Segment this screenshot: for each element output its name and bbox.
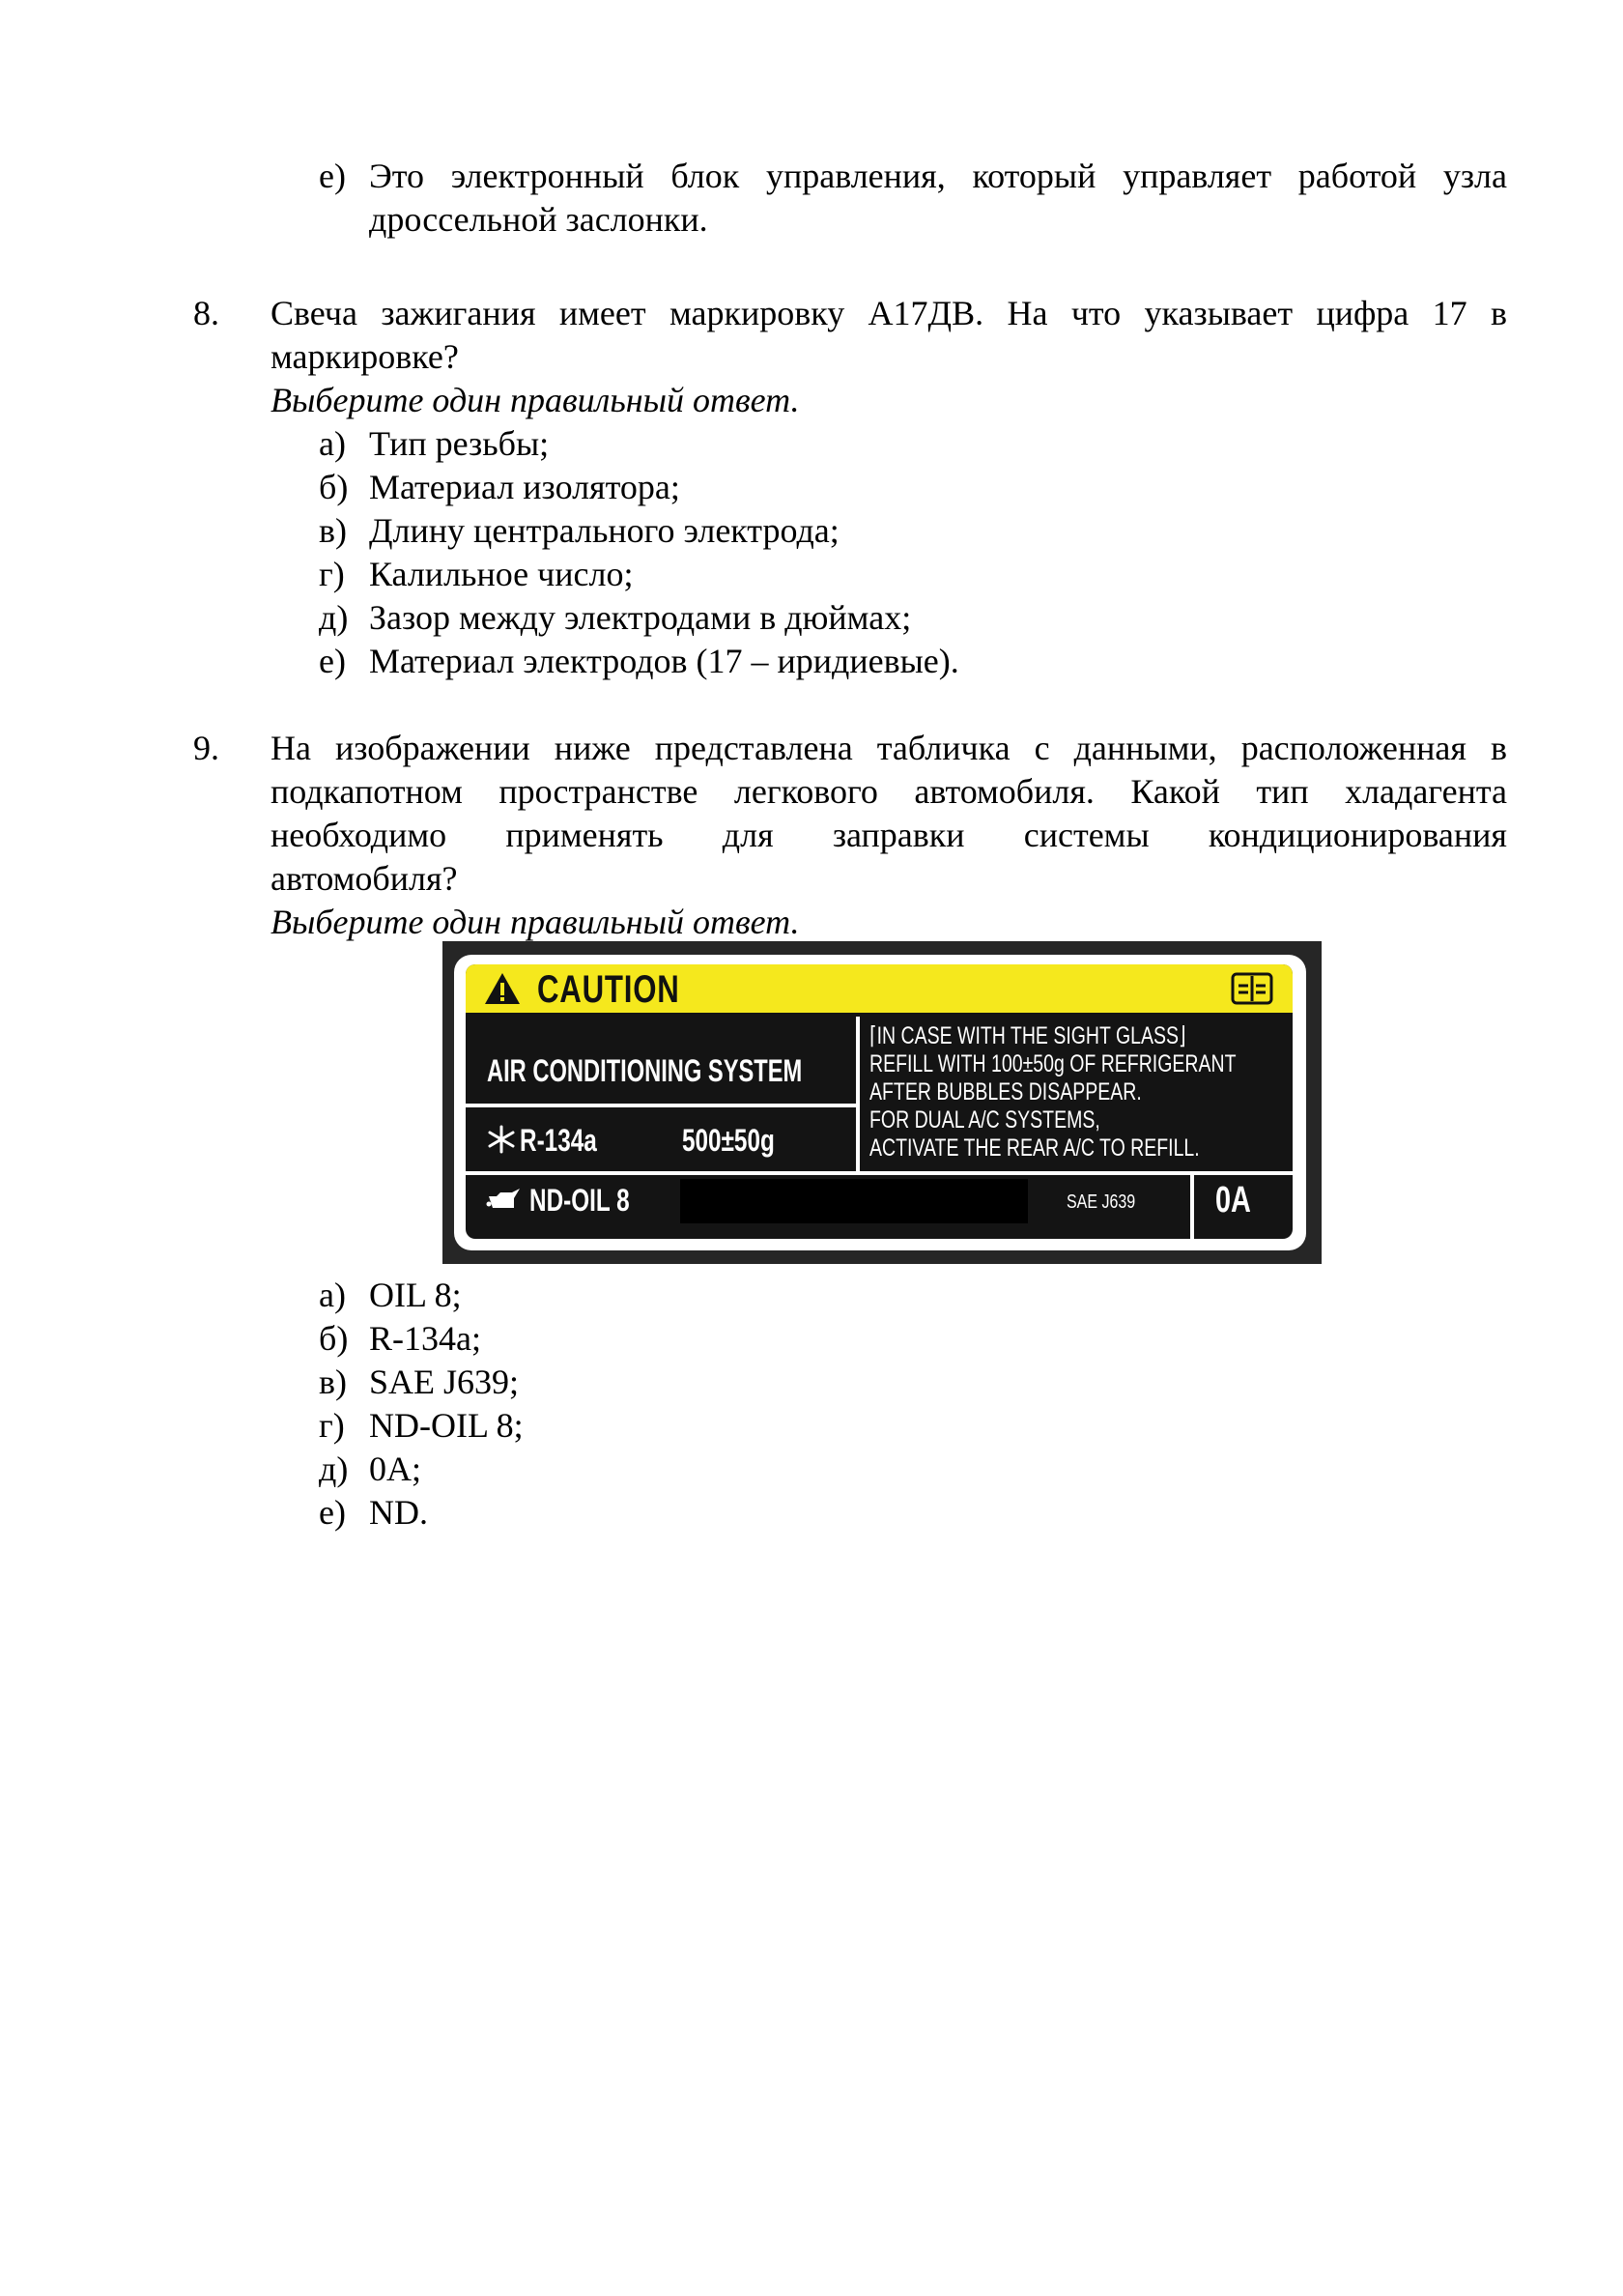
label-card (454, 955, 1306, 1250)
note-line: ⌈IN CASE WITH THE SIGHT GLASS⌋ (869, 1022, 1186, 1049)
note-line: AFTER BUBBLES DISAPPEAR. (869, 1078, 1142, 1105)
code-divider (1190, 1171, 1194, 1239)
option-text: OIL 8; (369, 1276, 462, 1314)
sae-standard: SAE J639 (1067, 1191, 1136, 1213)
q9-option-e (319, 1448, 1507, 1491)
caution-bar (466, 964, 1293, 1017)
q8-hint: Выберите один правильный ответ. (270, 381, 800, 419)
q9-option-c (319, 1361, 1507, 1404)
option-text: ND-OIL 8; (369, 1406, 524, 1445)
option-text-line1: Это электронный блок управления, который управляет работой узла (369, 157, 1507, 195)
option-letter: б) (319, 1319, 349, 1358)
note-line: FOR DUAL A/C SYSTEMS, (869, 1106, 1100, 1134)
option-text: Зазор между электродами в дюймах; (369, 598, 912, 637)
horizontal-divider-left (466, 1104, 856, 1107)
option-text: Материал изолятора; (369, 468, 680, 506)
option-letter: е) (319, 157, 346, 195)
note-line: ACTIVATE THE REAR A/C TO REFILL. (869, 1134, 1200, 1162)
option-text: Длину центрального электрода; (369, 511, 840, 550)
option-text: ND. (369, 1493, 428, 1532)
option-text: Материал электродов (17 – иридиевые). (369, 642, 959, 680)
refill-note (869, 1022, 1236, 1162)
option-letter: е) (319, 642, 346, 680)
ac-system-title: AIR CONDITIONING SYSTEM (487, 1053, 803, 1088)
horizontal-divider-bottom (466, 1171, 1293, 1175)
option-letter: в) (319, 511, 347, 550)
q7-option-e (319, 155, 1507, 242)
redacted-area (680, 1179, 1028, 1223)
option-text: 0A; (369, 1449, 421, 1488)
option-text: R-134a; (369, 1319, 481, 1358)
refrigerant-amount: 500±50g (682, 1123, 775, 1158)
q8-option-e (319, 596, 1507, 640)
q8-option-a (319, 422, 1507, 466)
option-letter: г) (319, 555, 345, 593)
option-text-line2: дроссельной заслонки. (369, 200, 708, 239)
q8-number: 8. (193, 294, 219, 332)
option-letter: б) (319, 468, 349, 506)
q9-option-b (319, 1317, 1507, 1361)
vertical-divider (856, 1017, 860, 1171)
option-text: Калильное число; (369, 555, 634, 593)
option-text: Тип резьбы; (369, 424, 550, 463)
snowflake-icon (487, 1125, 516, 1154)
q9-text-line2: подкапотном пространстве легкового автомобиля. Какой тип хладагента (270, 772, 1507, 811)
q8-option-b (319, 466, 1507, 509)
refrigerant-type: R-134a (520, 1123, 597, 1158)
q8-text-line1: Свеча зажигания имеет маркировку А17ДВ. На что указывает цифра 17 в (270, 294, 1507, 332)
option-letter: е) (319, 1493, 346, 1532)
option-letter: г) (319, 1406, 345, 1445)
option-letter: д) (319, 598, 349, 637)
option-text: SAE J639; (369, 1363, 520, 1401)
option-letter: в) (319, 1363, 347, 1401)
q8-option-c (319, 509, 1507, 553)
q8-option-f (319, 640, 1507, 683)
option-letter: а) (319, 1276, 346, 1314)
q9-text-line1: На изображении ниже представлена табличка с данными, расположенная в (270, 729, 1507, 767)
q9-option-f (319, 1491, 1507, 1535)
q9-option-a (319, 1274, 1507, 1317)
manual-book-icon (1231, 972, 1273, 1005)
q8-text-line2: маркировке? (270, 337, 459, 376)
note-line: REFILL WITH 100±50g OF REFRIGERANT (869, 1050, 1237, 1077)
q9-text-line4: автомобиля? (270, 859, 458, 898)
option-letter: д) (319, 1449, 349, 1488)
q9-option-d (319, 1404, 1507, 1448)
caution-heading: CAUTION (537, 968, 680, 1011)
q9-text-line3: необходимо применять для заправки системы кондиционирования (270, 816, 1507, 854)
label-code: 0A (1215, 1180, 1251, 1220)
oil-can-icon (485, 1183, 524, 1210)
q9-hint: Выберите один правильный ответ. (270, 903, 800, 941)
warning-triangle-icon (483, 971, 522, 1006)
option-letter: а) (319, 424, 346, 463)
label-panel (466, 964, 1293, 1239)
oil-type: ND-OIL 8 (529, 1183, 630, 1218)
q9-number: 9. (193, 729, 219, 767)
ac-label-photo (442, 941, 1322, 1264)
q8-option-d (319, 553, 1507, 596)
